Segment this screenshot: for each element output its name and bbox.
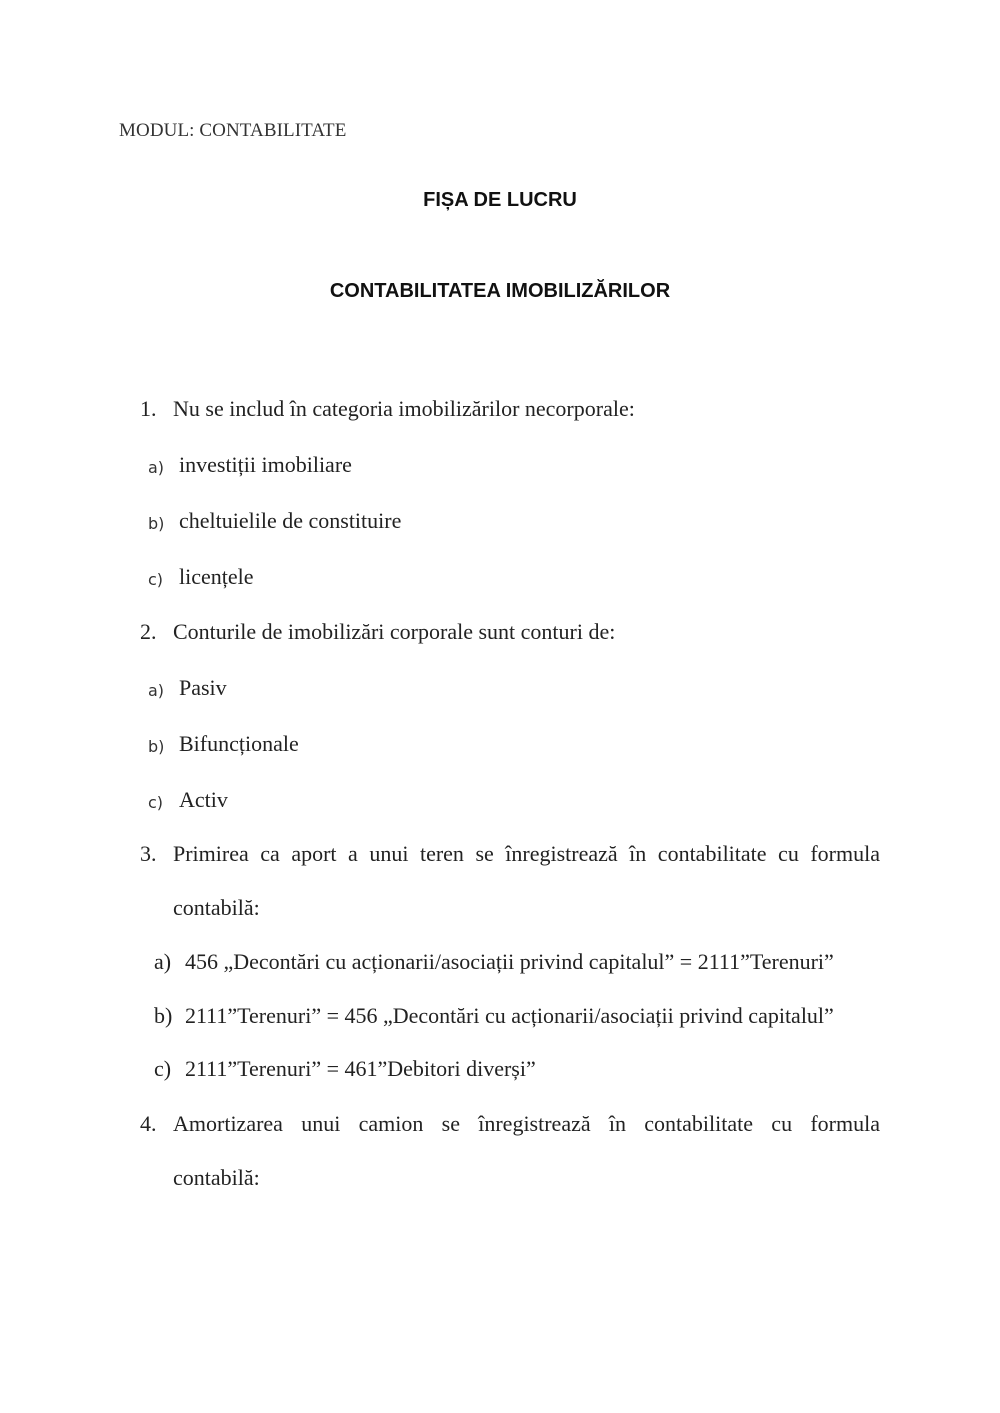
question-text: Nu se includ în categoria imobilizărilor necorporale: — [173, 396, 635, 421]
question-text-continuation: contabilă: — [173, 895, 260, 920]
option-letter: a) — [148, 681, 165, 700]
option-letter: c) — [154, 1056, 172, 1081]
module-label: MODUL: CONTABILITATE — [119, 120, 347, 141]
question-number: 3. — [140, 841, 157, 866]
option-text: 456 „Decontări cu acționarii/asociații privind capitalul” = 2111”Terenuri” — [185, 949, 834, 974]
option-letter: c) — [148, 793, 164, 812]
option-letter: c) — [148, 570, 164, 589]
option-text: Pasiv — [179, 675, 227, 700]
option-text: Activ — [179, 787, 228, 812]
question-number: 1. — [140, 396, 157, 421]
option-letter: b) — [148, 737, 165, 756]
option-text: investiții imobiliare — [179, 452, 352, 477]
option-letter: b) — [148, 514, 165, 533]
option-text: licențele — [179, 564, 254, 589]
question-text: Primirea ca aport a unui teren se înregistrează în contabilitate cu formula — [173, 841, 880, 866]
question-text: Conturile de imobilizări corporale sunt conturi de: — [173, 619, 616, 644]
option-text: 2111”Terenuri” = 461”Debitori diverși” — [185, 1056, 536, 1081]
worksheet-subtitle: CONTABILITATEA IMOBILIZĂRILOR — [329, 280, 671, 302]
option-text: cheltuielile de constituire — [179, 508, 402, 533]
option-letter: b) — [154, 1003, 173, 1028]
option-letter: a) — [148, 458, 165, 477]
question-number: 2. — [140, 619, 157, 644]
option-text: 2111”Terenuri” = 456 „Decontări cu acționarii/asociații privind capitalul” — [185, 1003, 834, 1028]
option-text: Bifuncționale — [179, 731, 299, 756]
worksheet-title: FIȘA DE LUCRU — [423, 189, 577, 211]
option-letter: a) — [154, 949, 172, 974]
question-text: Amortizarea unui camion se înregistrează în contabilitate cu formula — [173, 1111, 880, 1136]
question-number: 4. — [140, 1111, 157, 1136]
question-text-continuation: contabilă: — [173, 1165, 260, 1190]
